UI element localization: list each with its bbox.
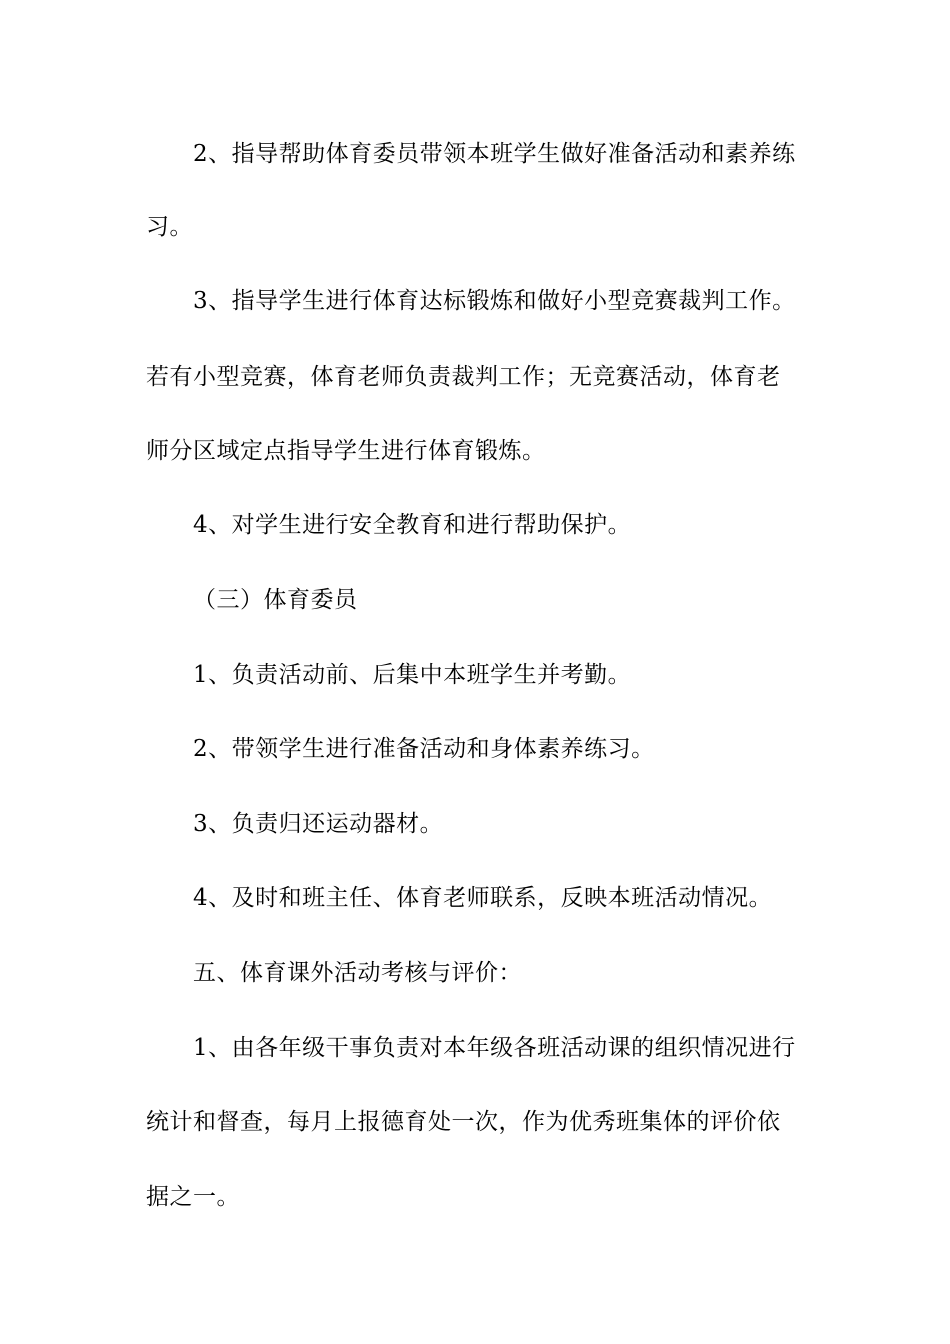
paragraph-line: 3、指导学生进行体育达标锻炼和做好小型竞赛裁判工作。 [193,288,796,314]
paragraph-line: 1、由各年级干事负责对本年级各班活动课的组织情况进行 [193,1035,796,1061]
paragraph-line: 3、负责归还运动器材。 [193,811,444,837]
paragraph-line: 4、及时和班主任、体育老师联系，反映本班活动情况。 [193,885,773,911]
paragraph-line: 师分区域定点指导学生进行体育锻炼。 [146,438,546,464]
paragraph-line: 2、带领学生进行准备活动和身体素养练习。 [193,736,655,762]
paragraph-line: 习。 [146,214,193,240]
paragraph-line: 2、指导帮助体育委员带领本班学生做好准备活动和素养练 [193,141,796,167]
section-heading: 五、体育课外活动考核与评价： [193,960,522,986]
paragraph-line: 统计和督查，每月上报德育处一次，作为优秀班集体的评价依 [146,1109,781,1135]
paragraph-line: 据之一。 [146,1184,240,1210]
paragraph-line: 1、负责活动前、后集中本班学生并考勤。 [193,662,632,688]
paragraph-line: 若有小型竞赛，体育老师负责裁判工作；无竞赛活动，体育老 [146,364,781,390]
paragraph-line: 4、对学生进行安全教育和进行帮助保护。 [193,512,632,538]
section-heading: （三）体育委员 [193,587,358,613]
